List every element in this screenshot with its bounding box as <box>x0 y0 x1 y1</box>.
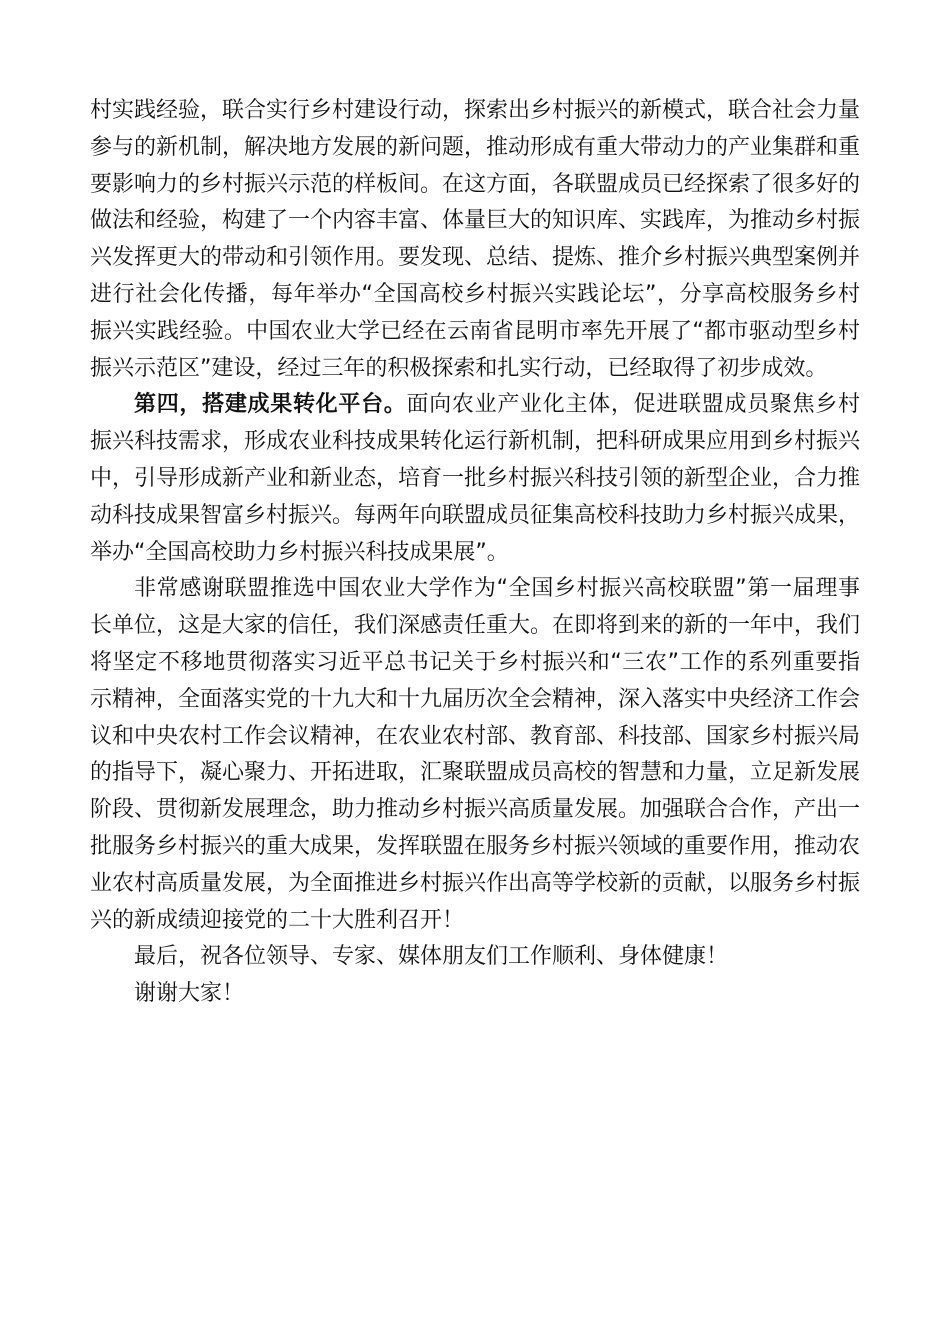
paragraph-text: 谢谢大家！ <box>134 981 245 1007</box>
document-page <box>90 93 860 1013</box>
paragraph-text: 村实践经验，联合实行乡村建设行动，探索出乡村振兴的新模式，联合社会力量参与的新机制，解决地方发展的新问题，推动形成有重大带动力的产业集群和重要影响力的乡村振兴示范的样板间。在这方面，各联盟成员已经探索了很多好的做法和经验，构建了一个内容丰富、体量巨大的知识库、实践库，为推动乡村振兴发挥更大的带动和引领作用。要发现、总结、提炼、推介乡村振兴典型案例并进行社会化传播，每年举办“全国高校乡村振兴实践论坛”，分享高校服务乡村振兴实践经验。中国农业大学已经在云南省昆明市率先开展了“都市驱动型乡村振兴示范区”建设，经过三年的积极探索和扎实行动，已经取得了初步成效。 <box>90 98 861 381</box>
paragraph-lead-heading: 第四，搭建成果转化平台。 <box>134 392 407 418</box>
paragraph-text: 非常感谢联盟推选中国农业大学作为“全国乡村振兴高校联盟”第一届理事长单位，这是大家的信任，我们深感责任重大。在即将到来的新的一年中，我们将坚定不移地贯彻落实习近平总书记关于乡村振兴和“三农”工作的系列重要指示精神，全面落实党的十九大和十九届历次全会精神，深入落实中央经济工作会议和中央农村工作会议精神，在农业农村部、教育部、科技部、国家乡村振兴局的指导下，凝心聚力、开拓进取，汇聚联盟成员高校的智慧和力量，立足新发展阶段、贯彻新发展理念，助力推动乡村振兴高质量发展。加强联合合作，产出一批服务乡村振兴的重大成果，发挥联盟在服务乡村振兴领域的重要作用，推动农业农村高质量发展，为全面推进乡村振兴作出高等学校新的贡献，以服务乡村振兴的新成绩迎接党的二十大胜利召开！ <box>90 576 861 933</box>
paragraph-text: 最后，祝各位领导、专家、媒体朋友们工作顺利、身体健康！ <box>134 944 729 970</box>
paragraph-continued-practice <box>90 93 860 387</box>
paragraph-fourth-point <box>90 387 860 571</box>
paragraph-thanks-alliance <box>90 571 860 939</box>
paragraph-closing-wishes <box>90 939 860 976</box>
paragraph-text: 面向农业产业化主体，促进联盟成员聚焦乡村振兴科技需求，形成农业科技成果转化运行新机制，把科研成果应用到乡村振兴中，引导形成新产业和新业态，培育一批乡村振兴科技引领的新型企业，合力推动科技成果智富乡村振兴。每两年向联盟成员征集高校科技助力乡村振兴成果，举办“全国高校助力乡村振兴科技成果展”。 <box>90 392 861 565</box>
paragraph-closing-thanks <box>90 976 860 1013</box>
